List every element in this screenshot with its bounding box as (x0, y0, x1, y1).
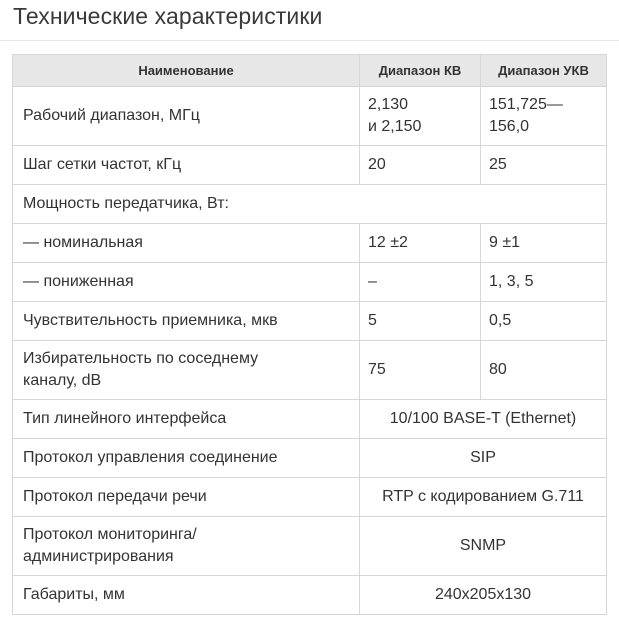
header-kv: Диапазон КВ (360, 55, 481, 87)
row-name-line1: Протокол мониторинга/ (23, 526, 197, 543)
row-name (13, 341, 360, 400)
header-ukv: Диапазон УКВ (481, 55, 607, 87)
title-divider (0, 40, 619, 41)
row-name: Протокол управления соединение (13, 439, 360, 478)
row-name-line1: Избирательность по соседнему (23, 350, 259, 367)
row-value: 240х205х130 (360, 576, 607, 615)
row-ukv: 80 (481, 341, 607, 400)
table-row (13, 185, 607, 224)
row-ukv: 25 (481, 146, 607, 185)
row-name (13, 517, 360, 576)
row-name: Чувствительность приемника, мкв (13, 302, 360, 341)
table-row (13, 478, 607, 517)
row-kv: 5 (360, 302, 481, 341)
row-kv: 20 (360, 146, 481, 185)
row-value: SNMP (360, 517, 607, 576)
row-kv (360, 87, 481, 146)
row-kv-line2: и 2,150 (368, 118, 422, 135)
table-row (13, 439, 607, 478)
table-row (13, 302, 607, 341)
row-ukv: 9 ±1 (481, 224, 607, 263)
row-section-heading: Мощность передатчика, Вт: (13, 185, 607, 224)
table-row (13, 341, 607, 400)
specs-table (12, 54, 607, 615)
row-ukv-line1: 151,725— (489, 96, 563, 113)
table-row (13, 517, 607, 576)
row-ukv: 1, 3, 5 (481, 263, 607, 302)
row-name-line2: администрирования (23, 548, 174, 565)
table-row (13, 224, 607, 263)
row-kv: – (360, 263, 481, 302)
row-name: Тип линейного интерфейса (13, 400, 360, 439)
row-name: Габариты, мм (13, 576, 360, 615)
header-name: Наименование (13, 55, 360, 87)
row-ukv (481, 87, 607, 146)
table-row (13, 146, 607, 185)
row-ukv: 0,5 (481, 302, 607, 341)
row-name: Протокол передачи речи (13, 478, 360, 517)
row-value: RTP с кодированием G.711 (360, 478, 607, 517)
table-row (13, 400, 607, 439)
table-header-row (13, 55, 607, 87)
row-name-line2: каналу, dB (23, 372, 102, 389)
row-ukv-line2: 156,0 (489, 118, 530, 135)
row-kv: 12 ±2 (360, 224, 481, 263)
row-name: Рабочий диапазон, МГц (13, 87, 360, 146)
table-row (13, 87, 607, 146)
row-kv-line1: 2,130 (368, 96, 409, 113)
row-name: — номинальная (13, 224, 360, 263)
table-row (13, 576, 607, 615)
row-value: SIP (360, 439, 607, 478)
row-name: — пониженная (13, 263, 360, 302)
row-name: Шаг сетки частот, кГц (13, 146, 360, 185)
page-title: Технические характеристики (13, 3, 323, 29)
row-value: 10/100 BASE-T (Ethernet) (360, 400, 607, 439)
table-row (13, 263, 607, 302)
row-kv: 75 (360, 341, 481, 400)
